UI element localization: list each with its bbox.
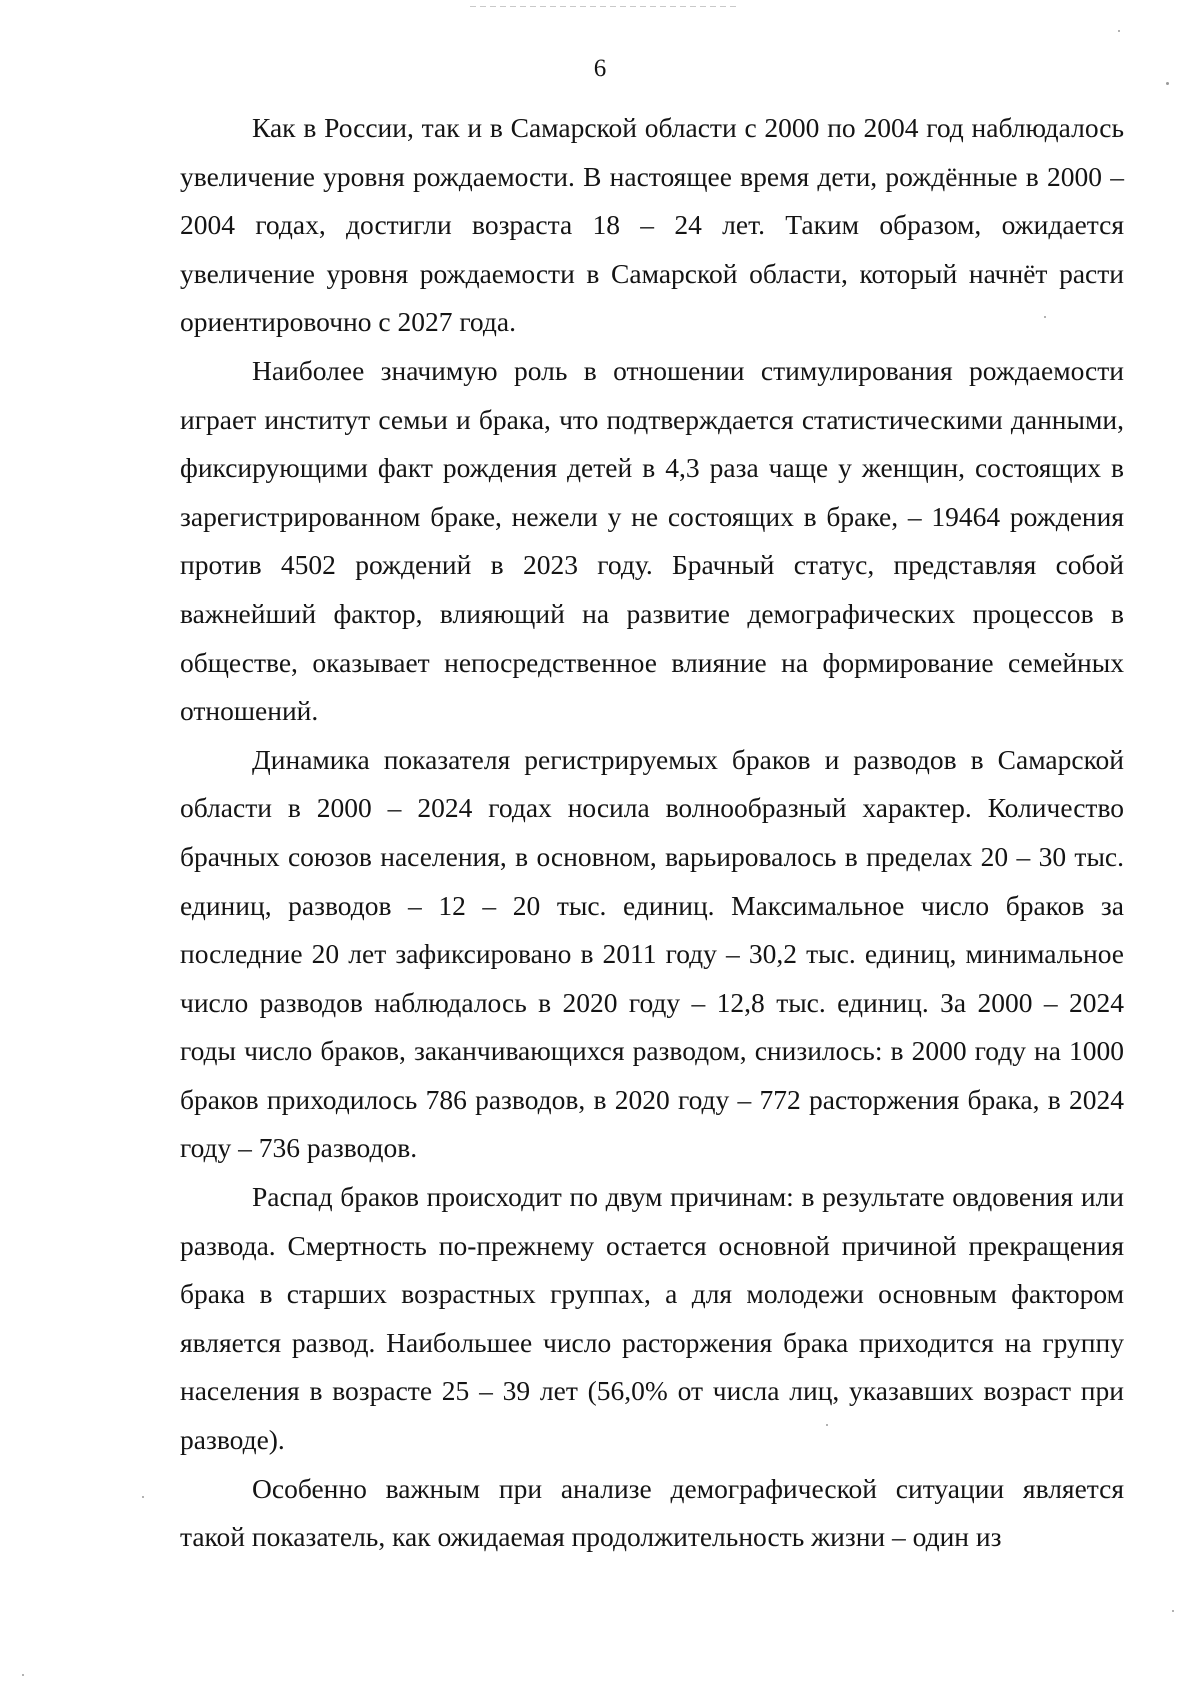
body-text: [180, 104, 1124, 1562]
page-number: 6: [593, 55, 607, 82]
scan-speck: [22, 1674, 24, 1676]
paragraph-life-expectancy: Особенно важным при анализе демографической ситуации является такой показатель, как ожидаемая продолжительность жизни – один из: [180, 1472, 1124, 1553]
paragraph-marriage-divorce-dynamics: Динамика показателя регистрируемых браков и разводов в Самарской области в 2000 – 2024 годах носила волнообразный характер. Количество брачных союзов населения, в основном, варьировалось в пределах 20 – 30 тыс. единиц, разводов – 12 – 20 тыс. единиц. Максимальное число браков за последние 20 лет зафиксировано в 2011 году – 30,2 тыс. единиц, минимальное число разводов наблюдалось в 2020 году – 12,8 тыс. единиц. За 2000 – 2024 годы число браков, заканчивающихся разводом, снизилось: в 2000 году на 1000 браков приходилось 786 разводов, в 2020 году – 772 расторжения брака, в 2024 году – 736 разводов.: [180, 743, 1124, 1164]
paragraph-birth-rate: Как в России, так и в Самарской области с 2000 по 2004 год наблюдалось увеличение уровня рождаемости. В настоящее время дети, рождённые в 2000 – 2004 годах, достигли возраста 18 – 24 лет. Таким образом, ожидается увеличение уровня рождаемости в Самарской области, который начнёт расти ориентировочно с 2027 года.: [180, 112, 1124, 338]
scan-artifact-line: [470, 6, 740, 7]
scan-speck: [1118, 30, 1120, 32]
paragraph-family-institution: Наиболее значимую роль в отношении стимулирования рождаемости играет институт семьи и брака, что подтверждается статистическими данными, фиксирующими факт рождения детей в 4,3 раза чаще у женщин, состоящих в зарегистрированном браке, нежели у не состоящих в браке, – 19464 рождения против 4502 рождений в 2023 году. Брачный статус, представляя собой важнейший фактор, влияющий на развитие демографических процессов в обществе, оказывает непосредственное влияние на формирование семейных отношений.: [180, 354, 1124, 727]
paragraph-marriage-dissolution: Распад браков происходит по двум причинам: в результате овдовения или развода. Смертность по-прежнему остается основной причиной прекращения брака в старших возрастных группах, а для молодежи основным фактором является развод. Наибольшее число расторжения брака приходится на группу населения в возрасте 25 – 39 лет (56,0% от числа лиц, указавших возраст при разводе).: [180, 1181, 1124, 1456]
scan-speck: [1172, 1610, 1174, 1612]
scan-speck: [142, 1496, 144, 1498]
